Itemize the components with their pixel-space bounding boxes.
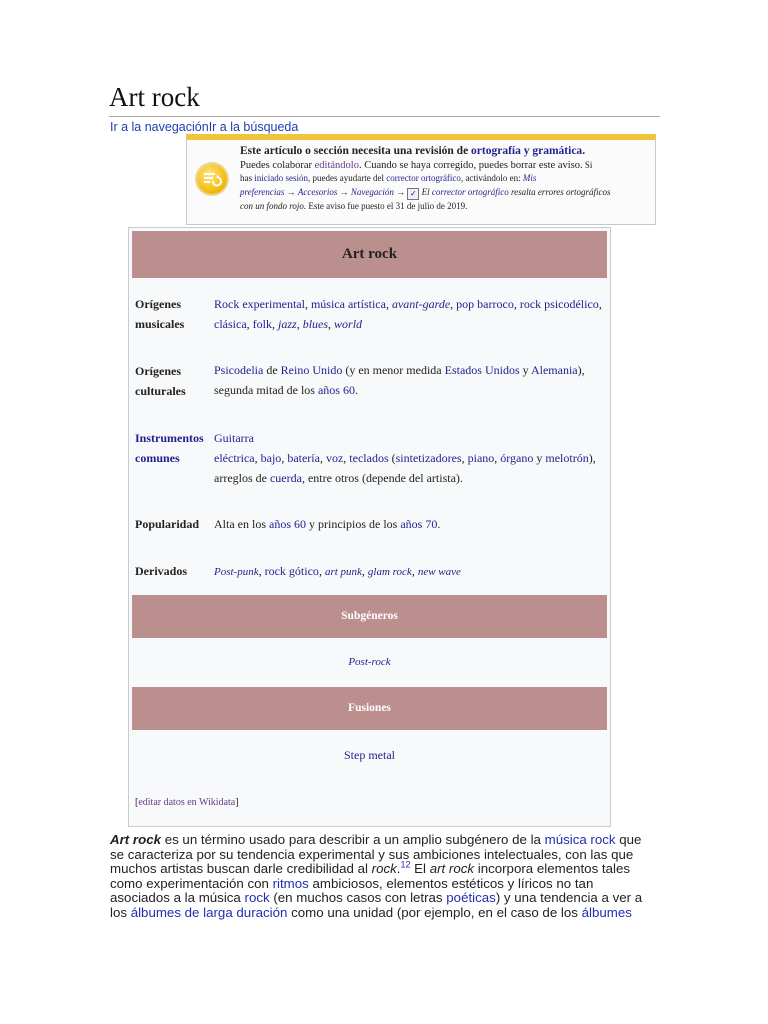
- text: como una unidad (por ejemplo, en el caso de los: [287, 904, 582, 920]
- sep: ,: [411, 564, 418, 578]
- label-origenes-musicales: Orígenes musicales: [135, 297, 185, 331]
- reference-link[interactable]: 12: [400, 859, 411, 870]
- link-post-punk[interactable]: Post-punk: [214, 566, 259, 578]
- link-melotron[interactable]: melotrón: [545, 451, 589, 465]
- preferences-link[interactable]: preferencias: [240, 186, 285, 197]
- link-folk[interactable]: folk: [252, 317, 272, 331]
- notice-heading: Este artículo o sección necesita una revisión de: [240, 145, 472, 157]
- link-bateria[interactable]: batería: [287, 451, 320, 465]
- link-ritmos[interactable]: ritmos: [272, 875, 309, 891]
- fusiones-header: Fusiones: [132, 687, 607, 730]
- link-musica-artistica[interactable]: música artística: [310, 297, 386, 311]
- label-origenes-culturales: Orígenes culturales: [135, 364, 186, 398]
- sep: ,: [318, 564, 325, 578]
- text: art rock: [429, 861, 475, 877]
- notice-text-d: has: [240, 173, 255, 183]
- link-jazz[interactable]: jazz: [278, 317, 297, 331]
- sep: ,: [246, 317, 253, 331]
- link-poeticas[interactable]: poéticas: [446, 890, 496, 906]
- text: rock: [371, 861, 397, 877]
- infobox-title: Art rock: [132, 231, 607, 278]
- link-anos-60-b[interactable]: años 60: [269, 517, 306, 531]
- text: es un término usado para describir a un amplio subgénero de la: [161, 832, 545, 847]
- notice-text-h: resalta errores ortográficos: [508, 186, 611, 197]
- edit-link[interactable]: editándolo: [314, 159, 359, 171]
- jump-to-search-link[interactable]: Ir a la búsqueda: [208, 120, 299, 134]
- bracket: [: [135, 797, 139, 808]
- notice-heading-end: .: [582, 145, 586, 157]
- notice-text-i: con un fondo rojo.: [240, 200, 307, 211]
- notice-text-g: El: [419, 186, 432, 197]
- link-organo[interactable]: órgano: [500, 451, 534, 465]
- link-estados-unidos[interactable]: Estados Unidos: [444, 363, 520, 377]
- sep: ,: [258, 564, 265, 578]
- link-step-metal[interactable]: Step metal: [344, 748, 395, 762]
- checkbox-icon: ✓: [407, 188, 419, 200]
- text: arreglos de: [214, 471, 270, 485]
- bracket: ]: [235, 797, 239, 808]
- link-cuerda[interactable]: cuerda: [269, 471, 302, 485]
- text: segunda mitad de los: [214, 383, 318, 397]
- sep: ,: [513, 297, 520, 311]
- sep: ,: [328, 317, 335, 331]
- edit-wikidata-link[interactable]: editar datos en Wikidata: [138, 797, 236, 808]
- link-albumes[interactable]: álbumes: [581, 904, 632, 920]
- notice-text: [240, 145, 650, 213]
- link-rock-psicodelico[interactable]: rock psicodélico: [519, 297, 599, 311]
- sep: (: [388, 451, 396, 465]
- label-popularidad: Popularidad: [135, 517, 200, 531]
- notice-text-a: Puedes colaborar: [240, 159, 315, 171]
- text: y: [519, 363, 531, 377]
- text: (y en menor medida: [342, 363, 445, 377]
- link-bajo[interactable]: bajo: [260, 451, 282, 465]
- link-teclados[interactable]: teclados: [349, 451, 389, 465]
- text: incorpora elementos tales como experimentación con: [110, 861, 630, 891]
- sep: ,: [461, 451, 468, 465]
- text: Alta en los: [214, 517, 269, 531]
- link-anos-60[interactable]: años 60: [317, 383, 355, 397]
- sep: ,: [343, 451, 350, 465]
- text: ambiciosos, elementos estéticos y líricos no tan asociados a la música: [110, 875, 594, 906]
- notice-text-b: . Cuando se haya corregido, puedes borrar este aviso.: [358, 159, 583, 171]
- label-derivados: Derivados: [135, 564, 187, 578]
- link-psicodelia[interactable]: Psicodelia: [214, 363, 264, 377]
- sep: ,: [304, 297, 311, 311]
- jump-to-navigation-link[interactable]: Ir a la navegación: [110, 120, 209, 134]
- sep: ,: [450, 297, 457, 311]
- login-link[interactable]: iniciado sesión: [254, 173, 308, 183]
- notice-text-e: , puedes ayudarte del: [308, 173, 387, 183]
- sep: ,: [494, 451, 501, 465]
- value-popularidad: [214, 514, 609, 534]
- notice-text-c: Si: [582, 159, 593, 170]
- link-piano[interactable]: piano: [467, 451, 495, 465]
- link-rock[interactable]: rock: [244, 890, 270, 906]
- sep: ),: [588, 451, 596, 465]
- grammar-link[interactable]: ortografía y gramática: [471, 145, 583, 157]
- value-origenes-musicales: [214, 294, 609, 334]
- text: que se caracteriza por su tendencia experimental y sus ambiciones intelectuales, con las que muchos artistas buscan darle credibilidad al: [110, 832, 642, 877]
- value-derivados: [214, 561, 609, 582]
- text: ) y una tendencia a ver a los: [110, 890, 643, 920]
- sep: ,: [272, 317, 278, 331]
- value-instrumentos: [214, 428, 609, 488]
- label-instrumentos-comunes[interactable]: Instrumentos comunes: [135, 431, 204, 465]
- wikidata-edit: [135, 797, 239, 808]
- link-musica-rock[interactable]: música rock: [544, 832, 616, 847]
- text: El: [410, 861, 430, 877]
- arrow-icon: →: [337, 186, 351, 197]
- link-voz[interactable]: voz: [325, 451, 344, 465]
- link-guitarra[interactable]: Guitarra: [214, 431, 254, 445]
- link-pop-barroco[interactable]: pop barroco: [456, 297, 514, 311]
- page-title: Art rock: [109, 82, 200, 112]
- spellchecker-link[interactable]: corrector ortográfico: [386, 173, 461, 183]
- text: (en muchos casos con letras: [269, 890, 447, 906]
- link-blues[interactable]: blues: [302, 317, 329, 331]
- text: y principios de los: [306, 517, 401, 531]
- article-body: [110, 833, 656, 921]
- link-anos-70[interactable]: años 70: [400, 517, 438, 531]
- spellcheck-icon: [197, 164, 227, 194]
- link-world[interactable]: world: [334, 317, 363, 331]
- sep: ,: [598, 297, 602, 311]
- sep: ,: [319, 451, 326, 465]
- sep: y: [533, 451, 546, 465]
- jump-links: [110, 120, 298, 134]
- arrow-icon: →: [284, 186, 298, 197]
- sep: ,: [296, 317, 303, 331]
- link-electrica[interactable]: eléctrica: [214, 451, 255, 465]
- title-divider: [109, 116, 660, 117]
- link-new-wave[interactable]: new wave: [417, 566, 461, 578]
- text: .: [396, 861, 401, 877]
- infobox: [128, 227, 611, 827]
- link-post-rock[interactable]: Post-rock: [348, 656, 391, 668]
- value-origenes-culturales: [214, 360, 609, 400]
- link-art-punk[interactable]: art punk: [324, 566, 362, 578]
- text: .: [437, 517, 441, 531]
- link-albumes-larga-duracion[interactable]: álbumes de larga duración: [130, 904, 288, 920]
- link-sintetizadores[interactable]: sintetizadores: [395, 451, 462, 465]
- sep: ,: [281, 451, 288, 465]
- text: , entre otros (depende del artista).: [301, 471, 463, 485]
- link-clasica[interactable]: clásica: [214, 317, 247, 331]
- link-rock-experimental[interactable]: Rock experimental: [214, 297, 305, 311]
- text: de: [263, 363, 281, 377]
- text: ),: [577, 363, 585, 377]
- sep: ,: [385, 297, 392, 311]
- gadgets-link[interactable]: Accesorios: [297, 186, 338, 197]
- notice-text-f: , activándolo en:: [460, 173, 523, 183]
- sep: ,: [361, 564, 368, 578]
- text: .: [354, 383, 358, 397]
- link-avant-garde[interactable]: avant-garde: [391, 297, 451, 311]
- maintenance-notice: [186, 134, 656, 225]
- lead-term: Art rock: [110, 832, 161, 847]
- arrow-icon: →: [393, 186, 408, 197]
- link-rock-gotico[interactable]: rock gótico: [264, 564, 319, 578]
- spellchecker-link-2[interactable]: corrector ortográfico: [431, 186, 509, 197]
- link-reino-unido[interactable]: Reino Unido: [280, 363, 343, 377]
- link-alemania[interactable]: Alemania: [530, 363, 578, 377]
- navigation-link[interactable]: Navegación: [350, 186, 394, 197]
- subgeneros-header: Subgéneros: [132, 595, 607, 638]
- my-preferences-link[interactable]: Mis: [522, 173, 537, 183]
- sep: ,: [254, 451, 261, 465]
- notice-date-text: Este aviso fue puesto el 31 de julio de 2019.: [306, 200, 468, 211]
- link-glam-rock[interactable]: glam rock: [367, 566, 412, 578]
